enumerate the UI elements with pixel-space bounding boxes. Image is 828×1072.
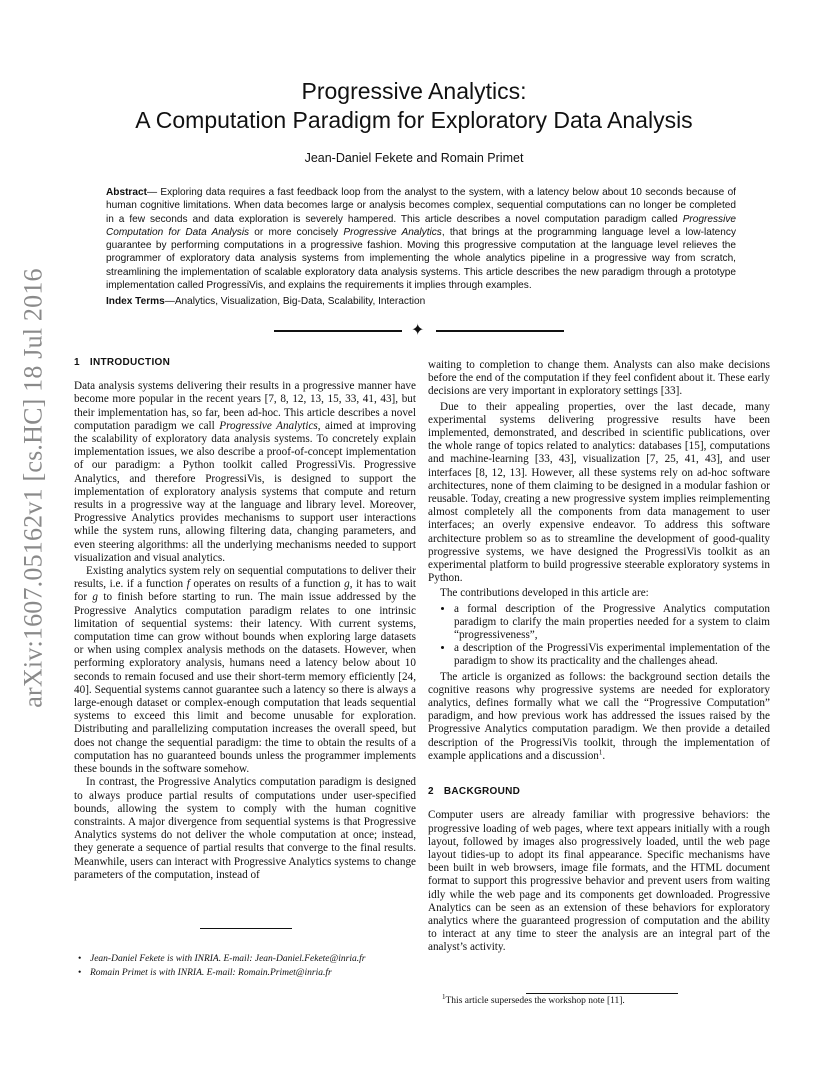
arxiv-stamp: [14, 268, 54, 708]
section-number: 2: [428, 786, 434, 798]
abstract-text-1: Exploring data requires a fast feedback loop from the analyst to the system, with a latency below about 10 seconds because of human cognitive limitations. When data becomes large or analysis becomes complex, sequential computations can no longer be completed in a few seconds and data exploration is severely hampered. This article describes a novel computation paradigm called: [106, 187, 736, 225]
left-column: [74, 356, 416, 882]
divider-line-right: [436, 330, 564, 332]
section-number: 1: [74, 357, 80, 368]
section-heading-introduction: [74, 356, 416, 369]
section-divider: [274, 322, 564, 340]
paper-title-line1: Progressive Analytics:: [301, 78, 527, 104]
abstract-label: Abstract: [106, 187, 147, 198]
paragraph: [428, 671, 770, 763]
divider-star-icon: ✦: [411, 320, 425, 339]
section-heading-background: [428, 785, 770, 798]
paragraph: Due to their appealing properties, over the last decade, many experimental systems delivering progressive results have been implemented, demonstrated, and described in scientific publications, over the whole range of topics related to analytics: databases [15], computations and machine-learning [33, 43], visualization [7, 25, 41, 43], and user interfaces [8, 12, 13]. However, all these systems rely on ad-hoc software architectures, none of them claiming to be designed in a modular fashion or reusable. Today, creating a new progressive system implies reimplementing almost completely all the components from data management to user interfaces; an overly expensive endeavor. To address this software architecture problem so as to streamline the development of good-quality progressive systems, we have designed the ProgressiVis toolkit as an experimental platform to build progressive steerable exploratory systems in Python.: [428, 400, 770, 585]
section-title: INTRODUCTION: [89, 357, 171, 368]
paper-title-line2: A Computation Paradigm for Exploratory Data Analysis: [135, 107, 693, 133]
abstract-emphasis-1: Progressive Computation for Data Analysis: [106, 213, 736, 238]
footnote-text: This article supersedes the workshop note [11].: [445, 996, 625, 1006]
abstract-emphasis-2: Progressive Analytics: [343, 226, 442, 238]
abstract-text-3: , that brings at the programming language level a low-latency guarantee by performing computations in a progressive fashion. Moving this progressive computation at the language level relieves the programmer of exploratory data analysis systems from implementing the whole analytics pipeline in a progressive way from scratch, streamlining the implementation of scalable exploratory data analysis systems. This article describes the new paradigm through a prototype implementation called ProgressiVis, and explains the requirements it implies through examples.: [106, 226, 736, 292]
footnote-ref: 1: [598, 748, 603, 757]
footnote-rule: [526, 993, 678, 994]
paragraph-text: , it has to wait for: [74, 578, 416, 604]
paragraph: waiting to completion to change them. Analysts can also make decisions before the end of the computation if they feel confident about it. These early decisions are very important in exploratory settings [33].: [428, 359, 770, 398]
abstract-dash: —: [146, 187, 161, 198]
footnote-item: [78, 952, 418, 966]
paragraph-text: operates on results of a function: [189, 578, 345, 591]
footnote: [442, 992, 782, 1006]
paragraph-emphasis: Progressive Analytics: [219, 419, 318, 432]
bullet-icon: •: [78, 968, 82, 978]
math-f: f: [186, 578, 190, 591]
footnote-text: Romain Primet is with INRIA. E-mail: Romain.Primet@inria.fr: [90, 968, 332, 978]
paragraph: In contrast, the Progressive Analytics computation paradigm is designed to always produce partial results of computations under user-specified bounds, allowing the system to comply with the human cognitive constraints. A major divergence from sequential systems is that Progressive Analytics systems do not deliver the whole computation at once; instead, they generate a sequence of partial results that converge to the final results. Meanwhile, users can interact with Progressive Analytics systems to change parameters of the computation, instead of: [74, 776, 416, 881]
paragraph-text: The article is organized as follows: the background section details the cognitive reasons why progressive systems are needed for exploratory analytics, defines formally what we call the “Progressive Computation” paradigm, and how previous work has addressed the issues raised by the Progressive Analytics computation paradigm. We then provide a detailed description of the ProgressiVis toolkit, through the implementation of example applications and a discussion: [428, 670, 770, 762]
footnote-item: [78, 966, 418, 980]
paragraph-text: , aimed at improving the scalability of exploratory data analysis systems. To concretely explain implementation issues, we also describe a proof-of-concept implementation of our paradigm: a Python toolkit called ProgressiVis. Progressive Analytics, and therefore ProgressiVis, is designed to support the implementation of exploratory analysis systems that compute and return results in a progressive way at the language and library level. Moreover, Progressive Analytics provides mechanisms to support user interactions while the system runs, allowing filtering data, changing parameters, and even steering algorithms: all the underlying mechanisms needed to support visualization and visual analytics.: [74, 419, 416, 564]
section-title: BACKGROUND: [443, 786, 521, 798]
contributions-list: [428, 603, 770, 669]
index-terms-text: —Analytics, Visualization, Big-Data, Scalability, Interaction: [164, 296, 426, 307]
paragraph-text: .: [602, 749, 606, 762]
list-item: • a description of the ProgressiVis experimental implementation of the paradigm to show its practicality and the challenges ahead.: [454, 642, 770, 668]
paragraph-text: Existing analytics system rely on sequential computations to deliver their results, i.e. if a function: [74, 565, 416, 591]
author-footnotes: [78, 952, 418, 980]
paragraph: [74, 380, 416, 565]
bullet-icon: •: [78, 954, 82, 964]
paragraph: [74, 565, 416, 776]
paragraph-text: Data analysis systems delivering their results in a progressive manner have become more popular in the recent years [7, 8, 12, 13, 15, 33, 41, 43], but their implementation has, so far, been ad-hoc. This article describes a novel computation paradigm we call: [74, 380, 416, 432]
index-terms: [106, 296, 736, 307]
abstract-text-2: or more concisely: [249, 226, 344, 238]
arxiv-stamp-text: arXiv:1607.05162v1 [cs.HC] 18 Jul 2016: [19, 268, 48, 708]
index-terms-label: Index Terms: [106, 296, 165, 307]
right-column: [428, 359, 770, 955]
abstract: [106, 186, 736, 292]
footnote-mark: 1: [442, 992, 446, 1001]
math-g: g: [92, 591, 99, 604]
list-item: • a formal description of the Progressive Analytics computation paradigm to clarify the main properties needed for a system to claim “progressiveness”,: [454, 603, 770, 643]
authors: Jean-Daniel Fekete and Romain Primet: [304, 151, 524, 165]
math-g: g: [344, 578, 350, 591]
paragraph-text: to finish before starting to run. The main issue addressed by the Progressive Analytics computation paradigm relates to one intrinsic limitation of sequential systems: their latency. With current systems, computation time can grow without bounds when exploring large datasets or when using complex analysis methods on the datasets. However, when performing exploratory analysis, humans need a latency below about 10 seconds to remain focused and use their short-term memory efficiently [24, 40]. Sequential systems cannot guarantee such a latency so there is always a large-enough dataset or complex-enough computation that leads sequential systems to exceed this limit and become unusable for exploration. Distributing and parallelizing computation increases the overall speed, but does not change the sequential paradigm: the time to obtain the results of a computation has no guaranteed bounds unless the programmer implements these bounds in the software somehow.: [74, 591, 417, 776]
paragraph: Computer users are already familiar with progressive behaviors: the progressive loading of web pages, where text appears initially with a rough layout, followed by images also progressively loaded, until the web page layout tidies-up to adopt its final appearance. Specific mechanisms have been built in web browsers, image file formats, and the HTML document format to support this progressive behavior and prevent users from waiting idly while the web page and its components get downloaded. Progressive Analytics can be seen as an extension of these behaviors for exploratory analytics where the guaranteed progression of computation and the ability to interact at any time to steer the analysis are an integral part of the analyst’s activity.: [428, 809, 770, 954]
paragraph: The contributions developed in this article are:: [440, 587, 649, 600]
divider-line-left: [274, 330, 402, 332]
footnote-rule: [200, 928, 292, 929]
footnote-text: Jean-Daniel Fekete is with INRIA. E-mail: Jean-Daniel.Fekete@inria.fr: [90, 954, 366, 964]
